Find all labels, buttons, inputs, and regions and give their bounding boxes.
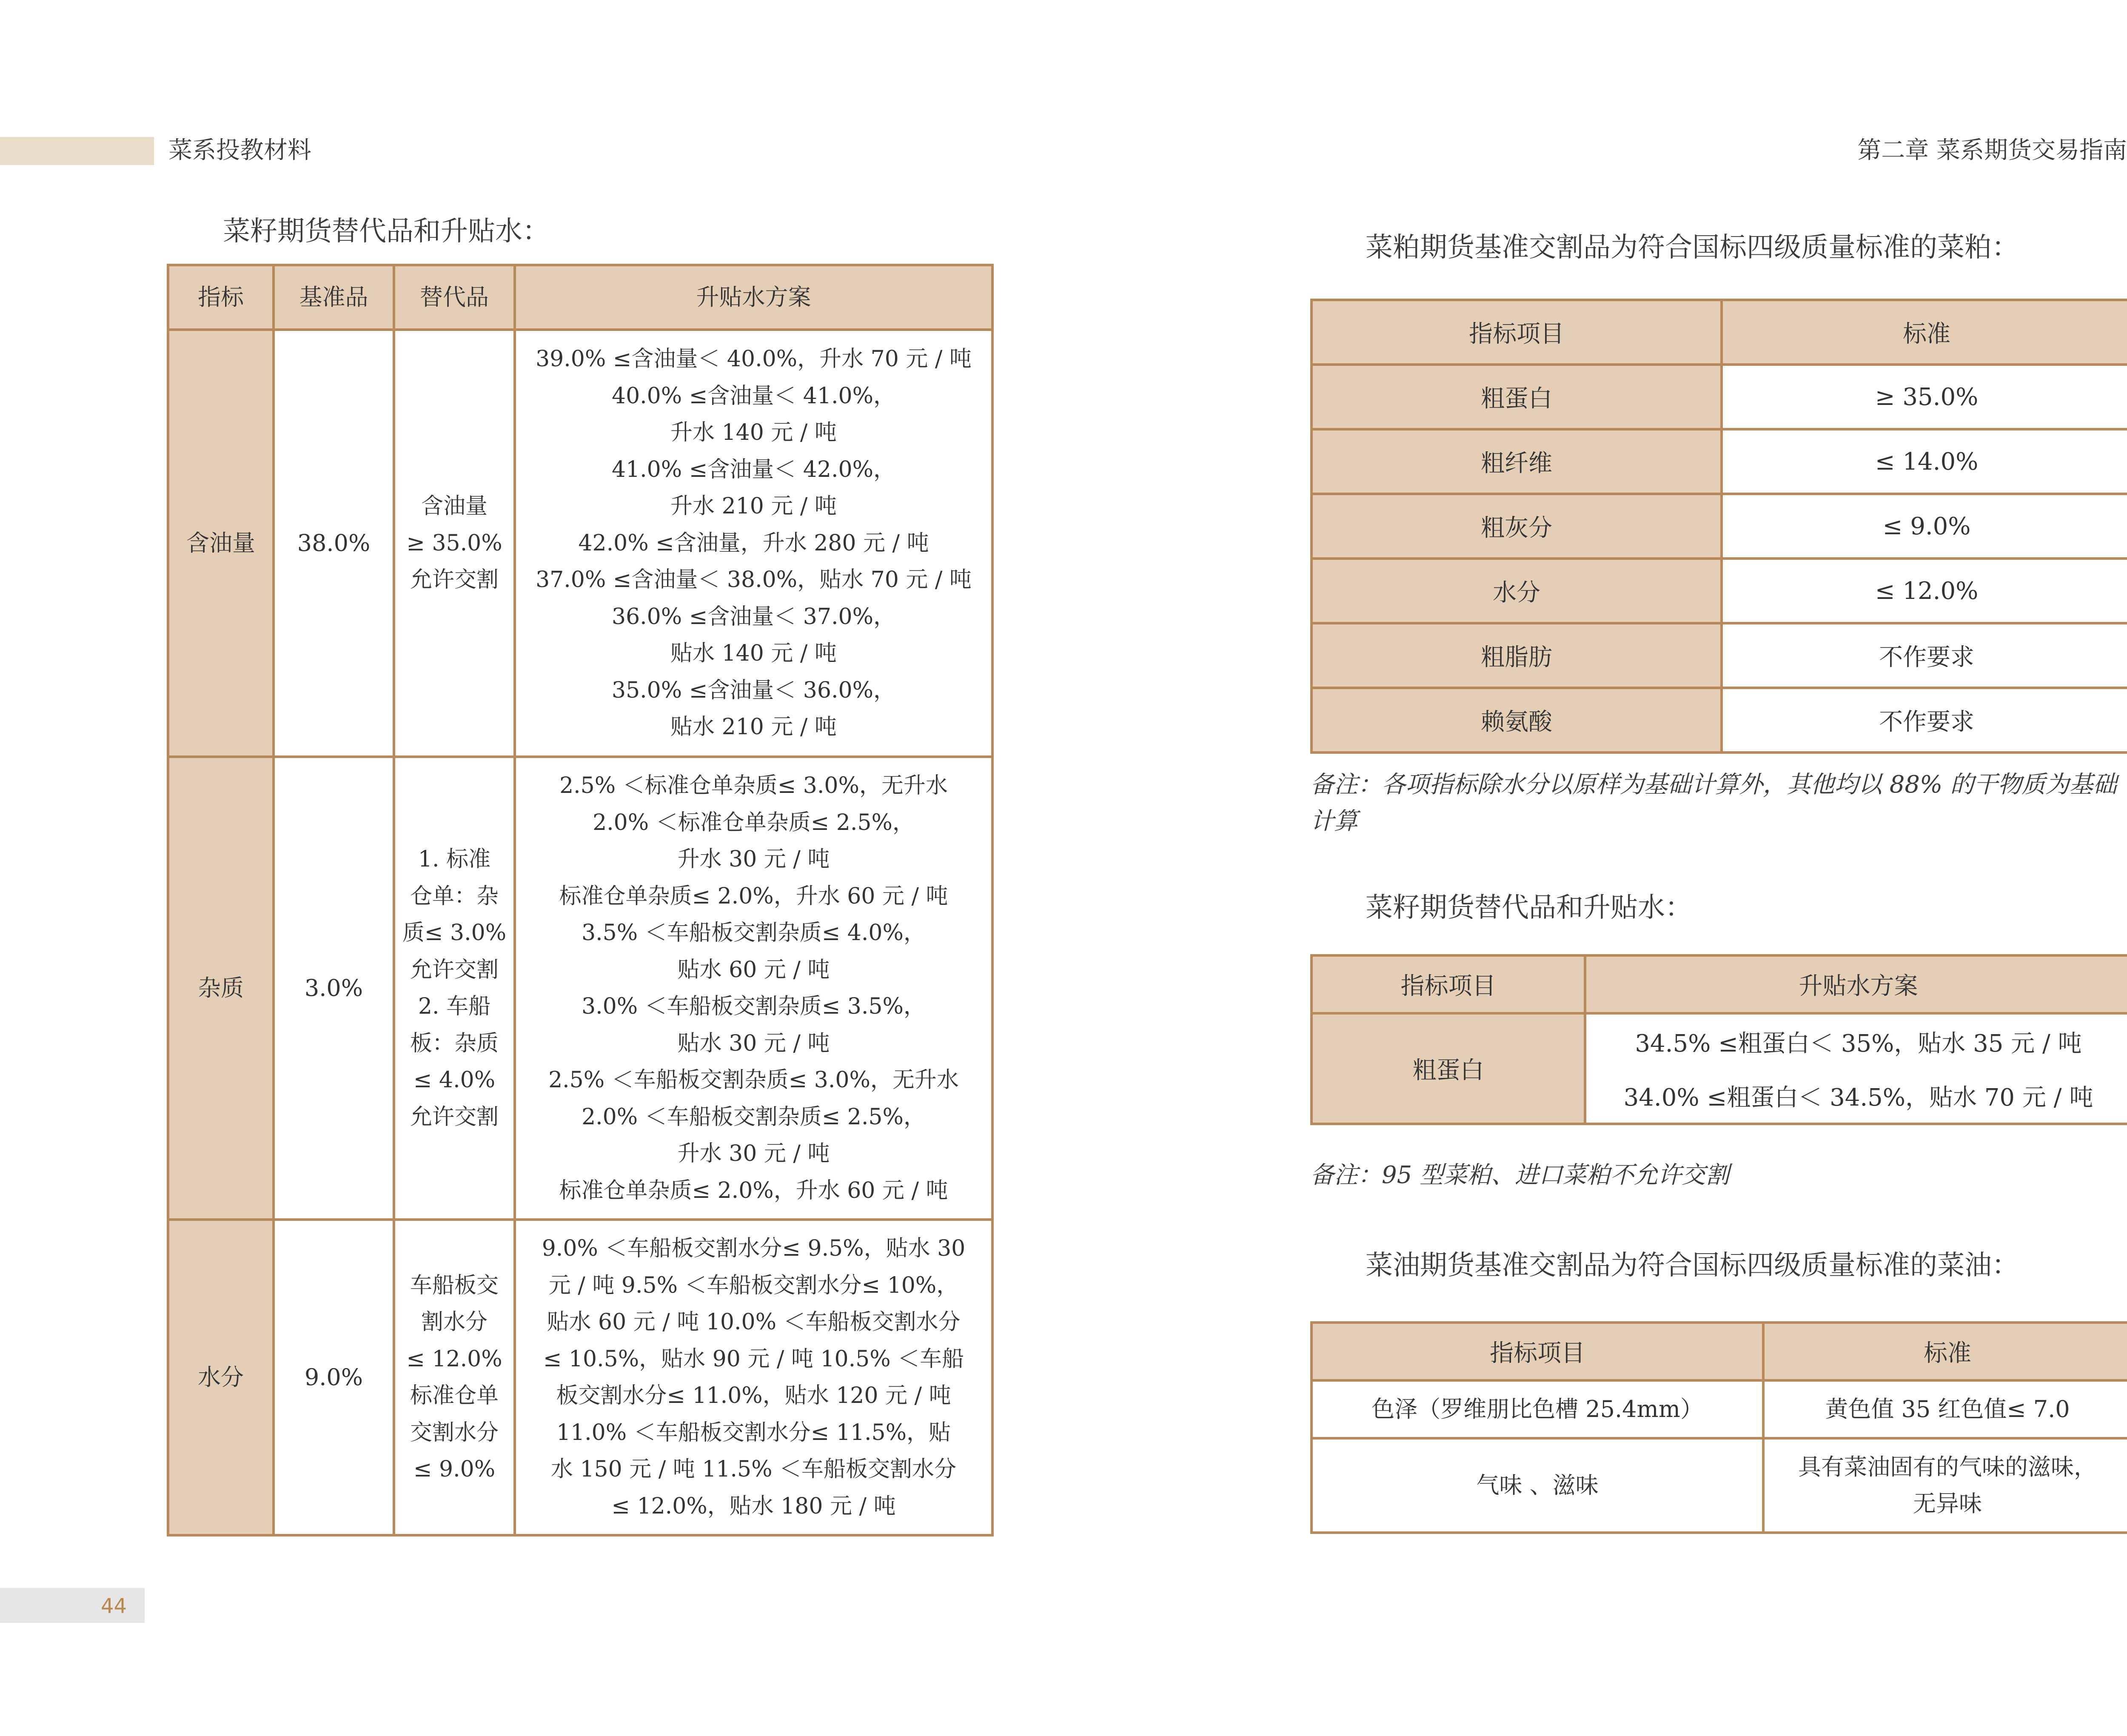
item-cell: 粗灰分 <box>1312 494 1722 559</box>
table-row <box>1312 623 2127 688</box>
indicator-cell: 杂质 <box>168 757 274 1220</box>
col-header-scheme: 升贴水方案 <box>1585 955 2127 1013</box>
oil-caption: 菜油期货基准交割品为符合国标四级质量标准的菜油： <box>1366 1250 2019 1281</box>
item-cell: 粗蛋白 <box>1312 365 1722 429</box>
rapeseed-premium-table <box>167 264 994 1536</box>
col-header-indicator: 指标 <box>168 265 274 330</box>
standard-cell: ≤ 9.0% <box>1722 494 2127 559</box>
meal-note: 备注：各项指标除水分以原样为基础计算外，其他均以 88% 的干物质为基础计算 <box>1310 771 2117 835</box>
table-row <box>1312 688 2127 753</box>
col-header-scheme: 升贴水方案 <box>515 265 992 330</box>
col-header-item: 指标项目 <box>1312 300 1722 365</box>
benchmark-cell: 38.0% <box>274 330 394 757</box>
standard-cell: ≥ 35.0% <box>1722 365 2127 429</box>
scheme-cell: 2.5% ＜标准仓单杂质≤ 3.0%，无升水 2.0% ＜标准仓单杂质≤ 2.5%， 升水 30 元 / 吨 标准仓单杂质≤ 2.0%，升水 60 元 / 吨 3.5% ＜车船板交割杂质≤ 4.0%， 贴水 60 元 / 吨 3.0% ＜车船板交割杂质≤ 3.5%， 贴水 30 元 / 吨 2.5% ＜车船板交割杂质≤ 3.0%，无升水 2.0% ＜车船板交割杂质≤ 2.5%， 升水 30 元 / 吨 标准仓单杂质≤ 2.0%，升水 60 元 / 吨 <box>515 757 992 1220</box>
table-row <box>168 330 992 757</box>
substitute-cell: 含油量 ≥ 35.0% 允许交割 <box>394 330 515 757</box>
meal-caption: 菜粕期货基准交割品为符合国标四级质量标准的菜粕： <box>1366 232 2019 263</box>
table-row <box>1312 429 2127 494</box>
table-row <box>1312 1013 2127 1069</box>
standard-cell: 黄色值 35 红色值≤ 7.0 <box>1763 1380 2127 1438</box>
col-header-benchmark: 基准品 <box>274 265 394 330</box>
benchmark-cell: 9.0% <box>274 1220 394 1535</box>
item-cell: 粗纤维 <box>1312 429 1722 494</box>
standard-cell: 不作要求 <box>1722 623 2127 688</box>
col-header-standard: 标准 <box>1722 300 2127 365</box>
scheme-cell: 39.0% ≤含油量＜ 40.0%，升水 70 元 / 吨 40.0% ≤含油量＜ 41.0%， 升水 140 元 / 吨 41.0% ≤含油量＜ 42.0%， 升水 210 元 / 吨 42.0% ≤含油量，升水 280 元 / 吨 37.0% ≤含油量＜ 38.0%，贴水 70 元 / 吨 36.0% ≤含油量＜ 37.0%， 贴水 140 元 / 吨 35.0% ≤含油量＜ 36.0%， 贴水 210 元 / 吨 <box>515 330 992 757</box>
item-cell: 粗蛋白 <box>1312 1013 1585 1124</box>
col-header-item: 指标项目 <box>1312 955 1585 1013</box>
col-header-standard: 标准 <box>1763 1323 2127 1380</box>
table-row <box>1312 1438 2127 1533</box>
table-row <box>168 757 992 1220</box>
table-row <box>1312 559 2127 623</box>
table-row <box>1312 1380 2127 1438</box>
item-cell: 粗脂肪 <box>1312 623 1722 688</box>
substitute-cell: 1. 标准 仓单：杂 质≤ 3.0% 允许交割 2. 车船 板：杂质 ≤ 4.0% 允许交割 <box>394 757 515 1220</box>
standard-cell: ≤ 14.0% <box>1722 429 2127 494</box>
standard-cell: 不作要求 <box>1722 688 2127 753</box>
header-bar-left <box>0 137 154 165</box>
item-cell: 气味 、滋味 <box>1312 1438 1763 1533</box>
indicator-cell: 水分 <box>168 1220 274 1535</box>
scheme-cell: 9.0% ＜车船板交割水分≤ 9.5%，贴水 30 元 / 吨 9.5% ＜车船板交割水分≤ 10%， 贴水 60 元 / 吨 10.0% ＜车船板交割水分 ≤ 10.5%，贴水 90 元 / 吨 10.5% ＜车船 板交割水分≤ 11.0%，贴水 120 元 / 吨 11.0% ＜车船板交割水分≤ 11.5%，贴 水 150 元 / 吨 11.5% ＜车船板交割水分 ≤ 12.0%，贴水 180 元 / 吨 <box>515 1220 992 1535</box>
col-header-item: 指标项目 <box>1312 1323 1763 1380</box>
benchmark-cell: 3.0% <box>274 757 394 1220</box>
item-cell: 色泽（罗维朋比色槽 25.4mm） <box>1312 1380 1763 1438</box>
table-row <box>168 1220 992 1535</box>
meal-premium-table <box>1310 954 2127 1125</box>
page-number-left: 44 <box>101 1594 127 1618</box>
scheme-cell: 34.0% ≤粗蛋白＜ 34.5%，贴水 70 元 / 吨 <box>1585 1069 2127 1124</box>
left-table-caption: 菜籽期货替代品和升贴水： <box>223 216 550 247</box>
oil-standard-table <box>1310 1321 2127 1534</box>
col-header-substitute: 替代品 <box>394 265 515 330</box>
item-cell: 水分 <box>1312 559 1722 623</box>
sub-caption: 菜籽期货替代品和升贴水： <box>1366 892 1692 924</box>
standard-cell: ≤ 12.0% <box>1722 559 2127 623</box>
table-row <box>1312 365 2127 429</box>
indicator-cell: 含油量 <box>168 330 274 757</box>
table-row <box>1312 494 2127 559</box>
header-right-title: 第二章 菜系期货交易指南 <box>1857 137 2127 164</box>
header-left-title: 菜系投教材料 <box>168 137 311 164</box>
item-cell: 赖氨酸 <box>1312 688 1722 753</box>
sub-note: 备注：95 型菜粕、进口菜粕不允许交割 <box>1310 1161 1730 1189</box>
substitute-cell: 车船板交 割水分 ≤ 12.0% 标准仓单 交割水分 ≤ 9.0% <box>394 1220 515 1535</box>
standard-cell: 具有菜油固有的气味的滋味， 无异味 <box>1763 1438 2127 1533</box>
scheme-cell: 34.5% ≤粗蛋白＜ 35%，贴水 35 元 / 吨 <box>1585 1013 2127 1069</box>
meal-standard-table <box>1310 299 2127 754</box>
